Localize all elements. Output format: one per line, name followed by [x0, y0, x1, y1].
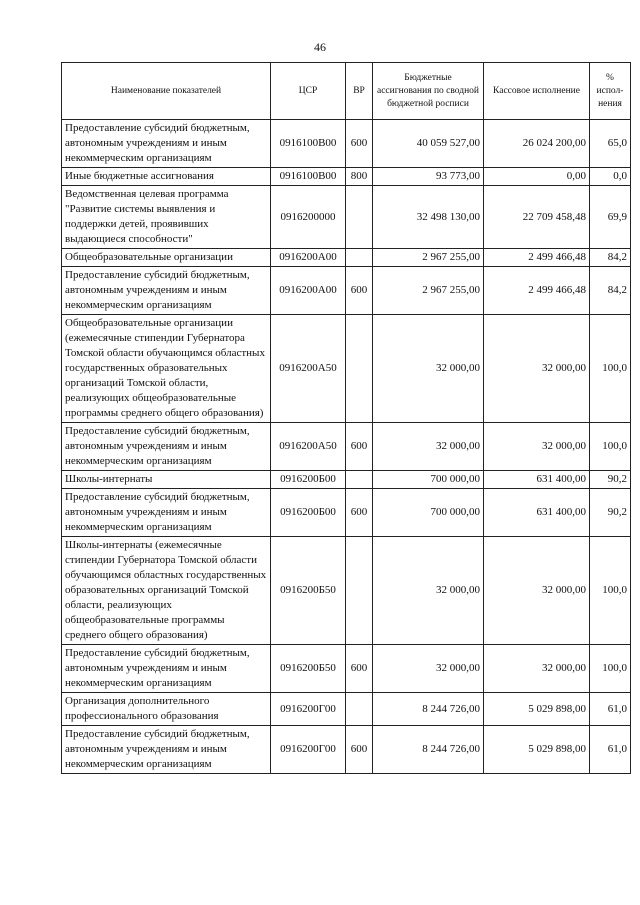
table-row [62, 315, 631, 423]
cell-vr: 600 [346, 120, 373, 168]
cell-cash: 32 000,00 [484, 645, 590, 693]
cell-vr: 600 [346, 645, 373, 693]
cell-cash: 32 000,00 [484, 537, 590, 645]
table-header-row [62, 63, 631, 120]
table-row [62, 726, 631, 774]
table-row [62, 120, 631, 168]
cell-vr [346, 693, 373, 726]
table-row [62, 423, 631, 471]
table-row [62, 168, 631, 186]
cell-budget: 700 000,00 [373, 471, 484, 489]
cell-vr [346, 471, 373, 489]
cell-cash: 631 400,00 [484, 489, 590, 537]
cell-vr [346, 315, 373, 423]
table-row [62, 267, 631, 315]
cell-name: Школы-интернаты (ежемесячные стипендии Губернатора Томской области обучающимся областных государственных образовательных организаций Томской области, реализующих общеобразовательные программы среднего общего образования) [62, 537, 271, 645]
cell-csr: 0916200Г00 [271, 726, 346, 774]
header-cash: Кассовое исполнение [484, 63, 590, 120]
cell-name: Предоставление субсидий бюджетным, автономным учреждениям и иным некоммерческим организациям [62, 726, 271, 774]
cell-pct: 61,0 [590, 693, 631, 726]
cell-pct: 61,0 [590, 726, 631, 774]
cell-budget: 40 059 527,00 [373, 120, 484, 168]
table-row [62, 471, 631, 489]
cell-pct: 90,2 [590, 471, 631, 489]
cell-budget: 32 000,00 [373, 645, 484, 693]
header-pct: % испол-нения [590, 63, 631, 120]
cell-cash: 26 024 200,00 [484, 120, 590, 168]
cell-budget: 2 967 255,00 [373, 249, 484, 267]
cell-name: Школы-интернаты [62, 471, 271, 489]
table-row [62, 249, 631, 267]
table-row [62, 693, 631, 726]
cell-pct: 84,2 [590, 267, 631, 315]
cell-vr: 600 [346, 267, 373, 315]
table-row [62, 186, 631, 249]
cell-csr: 0916200А00 [271, 267, 346, 315]
cell-cash: 32 000,00 [484, 423, 590, 471]
cell-name: Предоставление субсидий бюджетным, автономным учреждениям и иным некоммерческим организациям [62, 423, 271, 471]
header-name: Наименование показателей [62, 63, 271, 120]
cell-vr [346, 249, 373, 267]
cell-name: Предоставление субсидий бюджетным, автономным учреждениям и иным некоммерческим организациям [62, 489, 271, 537]
cell-vr [346, 186, 373, 249]
cell-budget: 8 244 726,00 [373, 726, 484, 774]
cell-pct: 100,0 [590, 537, 631, 645]
cell-budget: 32 000,00 [373, 537, 484, 645]
cell-csr: 0916200Г00 [271, 693, 346, 726]
cell-budget: 32 000,00 [373, 423, 484, 471]
cell-vr: 600 [346, 423, 373, 471]
cell-csr: 0916200А00 [271, 249, 346, 267]
cell-cash: 2 499 466,48 [484, 267, 590, 315]
cell-cash: 631 400,00 [484, 471, 590, 489]
cell-name: Организация дополнительного профессионального образования [62, 693, 271, 726]
cell-name: Ведомственная целевая программа "Развитие системы выявления и поддержки детей, проявивших выдающиеся способности" [62, 186, 271, 249]
header-vr: ВР [346, 63, 373, 120]
cell-vr: 600 [346, 726, 373, 774]
table-row [62, 489, 631, 537]
cell-budget: 93 773,00 [373, 168, 484, 186]
cell-budget: 32 498 130,00 [373, 186, 484, 249]
cell-cash: 0,00 [484, 168, 590, 186]
cell-csr: 0916100В00 [271, 168, 346, 186]
cell-pct: 100,0 [590, 645, 631, 693]
cell-pct: 0,0 [590, 168, 631, 186]
cell-name: Иные бюджетные ассигнования [62, 168, 271, 186]
cell-cash: 5 029 898,00 [484, 693, 590, 726]
cell-budget: 8 244 726,00 [373, 693, 484, 726]
cell-vr: 600 [346, 489, 373, 537]
cell-pct: 100,0 [590, 423, 631, 471]
cell-pct: 65,0 [590, 120, 631, 168]
cell-budget: 700 000,00 [373, 489, 484, 537]
table-row [62, 645, 631, 693]
cell-name: Предоставление субсидий бюджетным, автономным учреждениям и иным некоммерческим организациям [62, 120, 271, 168]
cell-name: Предоставление субсидий бюджетным, автономным учреждениям и иным некоммерческим организациям [62, 645, 271, 693]
cell-csr: 0916200Б00 [271, 489, 346, 537]
cell-vr: 800 [346, 168, 373, 186]
cell-name: Общеобразовательные организации [62, 249, 271, 267]
cell-pct: 84,2 [590, 249, 631, 267]
cell-csr: 0916200000 [271, 186, 346, 249]
cell-csr: 0916200Б50 [271, 537, 346, 645]
cell-budget: 32 000,00 [373, 315, 484, 423]
cell-csr: 0916200А50 [271, 315, 346, 423]
header-budget: Бюджетные ассигнования по сводной бюджетной росписи [373, 63, 484, 120]
budget-execution-table [61, 62, 631, 774]
page-number: 46 [314, 40, 326, 54]
cell-cash: 32 000,00 [484, 315, 590, 423]
cell-vr [346, 537, 373, 645]
cell-csr: 0916200Б50 [271, 645, 346, 693]
cell-csr: 0916200А50 [271, 423, 346, 471]
cell-pct: 69,9 [590, 186, 631, 249]
cell-name: Предоставление субсидий бюджетным, автономным учреждениям и иным некоммерческим организациям [62, 267, 271, 315]
cell-pct: 100,0 [590, 315, 631, 423]
header-csr: ЦСР [271, 63, 346, 120]
cell-pct: 90,2 [590, 489, 631, 537]
table-row [62, 537, 631, 645]
cell-budget: 2 967 255,00 [373, 267, 484, 315]
cell-csr: 0916100В00 [271, 120, 346, 168]
cell-cash: 22 709 458,48 [484, 186, 590, 249]
cell-name: Общеобразовательные организации (ежемесячные стипендии Губернатора Томской области обучающимся областных государственных образовательных организаций Томской области, реализующих общеобразовательные программы среднего общего образования) [62, 315, 271, 423]
cell-csr: 0916200Б00 [271, 471, 346, 489]
cell-cash: 5 029 898,00 [484, 726, 590, 774]
cell-cash: 2 499 466,48 [484, 249, 590, 267]
